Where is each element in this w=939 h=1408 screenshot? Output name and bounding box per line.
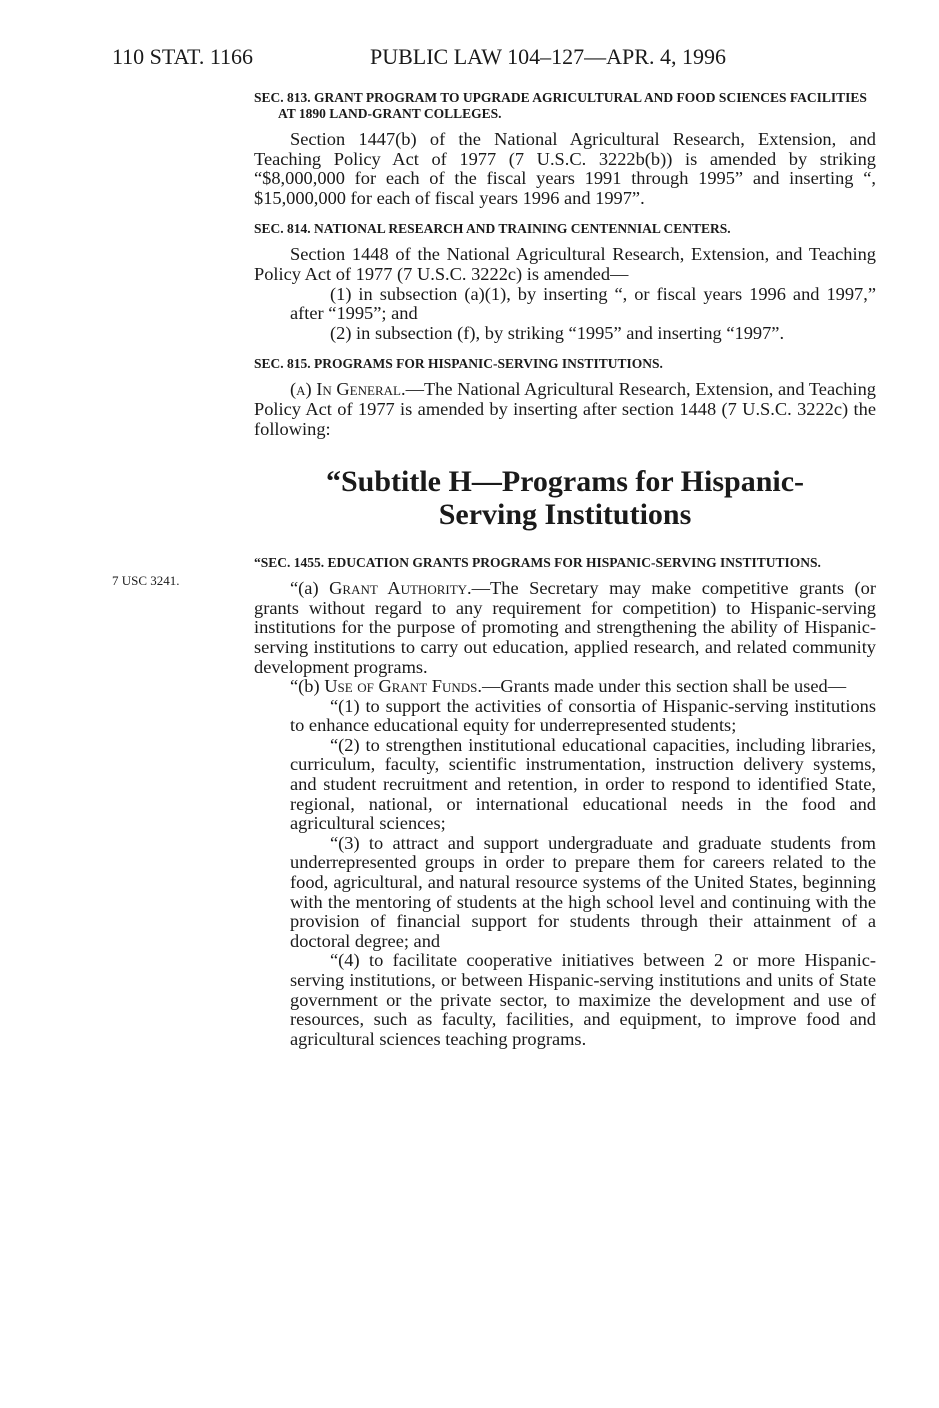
sec-1455-a-marker: “(a)	[290, 578, 330, 599]
sec-1455-b-paragraph	[254, 677, 876, 697]
sec-1455-heading: “SEC. 1455. EDUCATION GRANTS PROGRAMS FOR HISPANIC-SERVING INSTITUTIONS.	[254, 555, 821, 571]
sec-1455-a-paragraph	[254, 579, 876, 677]
public-law-reference: PUBLIC LAW 104–127—APR. 4, 1996	[370, 44, 726, 69]
sec-1455-a-text: —The Secretary may make competitive grants (or grants without regard to any requirement for competition) to Hispanic-serving institutions for the purpose of promoting and strengthening the ability of Hispanic-serving institutions to carry out education, applied research, and related community development programs.	[254, 578, 876, 677]
sec-814-heading: SEC. 814. NATIONAL RESEARCH AND TRAINING CENTENNIAL CENTERS.	[254, 221, 731, 237]
sec-814-item-1: (1) in subsection (a)(1), by inserting “, or fiscal years 1996 and 1997,” after “1995”; and	[290, 283, 876, 324]
subtitle-heading	[254, 465, 876, 531]
sec-1455-b-label: Use of Grant Funds.	[324, 676, 482, 697]
sec-1455-b-marker: “(b)	[290, 676, 325, 697]
sec-1455-b-item-2: “(2) to strengthen institutional educational capacities, including libraries, curriculum, faculty, scientific instrumentation, instruction delivery systems, and student recruitment and retention, in order to respond to identified State, regional, national, or international educational needs in the food and agricultural sciences;	[290, 734, 876, 834]
subtitle-line-2: Serving Institutions	[438, 498, 692, 532]
sec-1455-b-item-1: “(1) to support the activities of consortia of Hispanic-serving institutions to enhance educational equity for underrepresented students;	[290, 695, 876, 736]
sec-814-item-2: (2) in subsection (f), by striking “1995” and inserting “1997”.	[330, 322, 785, 343]
sec-1455-b-text: —Grants made under this section shall be used—	[481, 676, 847, 697]
sec-813-heading: SEC. 813. GRANT PROGRAM TO UPGRADE AGRICULTURAL AND FOOD SCIENCES FACILITIES AT 1890 LAND-GRANT COLLEGES.	[254, 90, 867, 121]
document-body	[254, 90, 876, 1049]
sec-815-a-paragraph	[254, 380, 876, 439]
sec-815-a-text: —The National Agricultural Research, Extension, and Teaching Policy Act of 1977 is amended by inserting after section 1448 (7 U.S.C. 3222c) the following:	[254, 379, 876, 439]
sec-1455-a-label: Grant Authority.	[329, 578, 472, 599]
sec-1455-b-item-3: “(3) to attract and support undergraduate and graduate students from underrepresented groups in order to prepare them for careers related to the food, agricultural, and natural resource systems of the United States, beginning with the mentoring of students at the high school level and continuing with the provision of financial support for students through their attainment of a doctoral degree; and	[290, 832, 876, 951]
sec-815-a-label: (a) In General.	[290, 379, 406, 400]
page-header	[112, 44, 912, 76]
sec-1455-b-item-4: “(4) to facilitate cooperative initiatives between 2 or more Hispanic-serving institutions, or between Hispanic-serving institutions and units of State government or the private sector, to maximize the development and use of resources, such as faculty, facilities, and equipment, to improve food and agricultural sciences teaching programs.	[290, 950, 876, 1049]
subtitle-line-1: “Subtitle H—Programs for Hispanic-	[325, 465, 805, 499]
sec-814-body: Section 1448 of the National Agricultural Research, Extension, and Teaching Policy Act of 1977 (7 U.S.C. 3222c) is amended—	[254, 244, 876, 284]
sec-815-heading: SEC. 815. PROGRAMS FOR HISPANIC-SERVING INSTITUTIONS.	[254, 356, 663, 372]
stat-page-reference: 110 STAT. 1166	[112, 44, 254, 69]
sec-813-body: Section 1447(b) of the National Agricultural Research, Extension, and Teaching Policy Act of 1977 (7 U.S.C. 3222b(b)) is amended by striking “$8,000,000 for each of the fiscal years 1991 through 1995” and inserting “, $15,000,000 for each of fiscal years 1996 and 1997”.	[254, 129, 876, 208]
usc-margin-note: 7 USC 3241.	[112, 573, 180, 588]
